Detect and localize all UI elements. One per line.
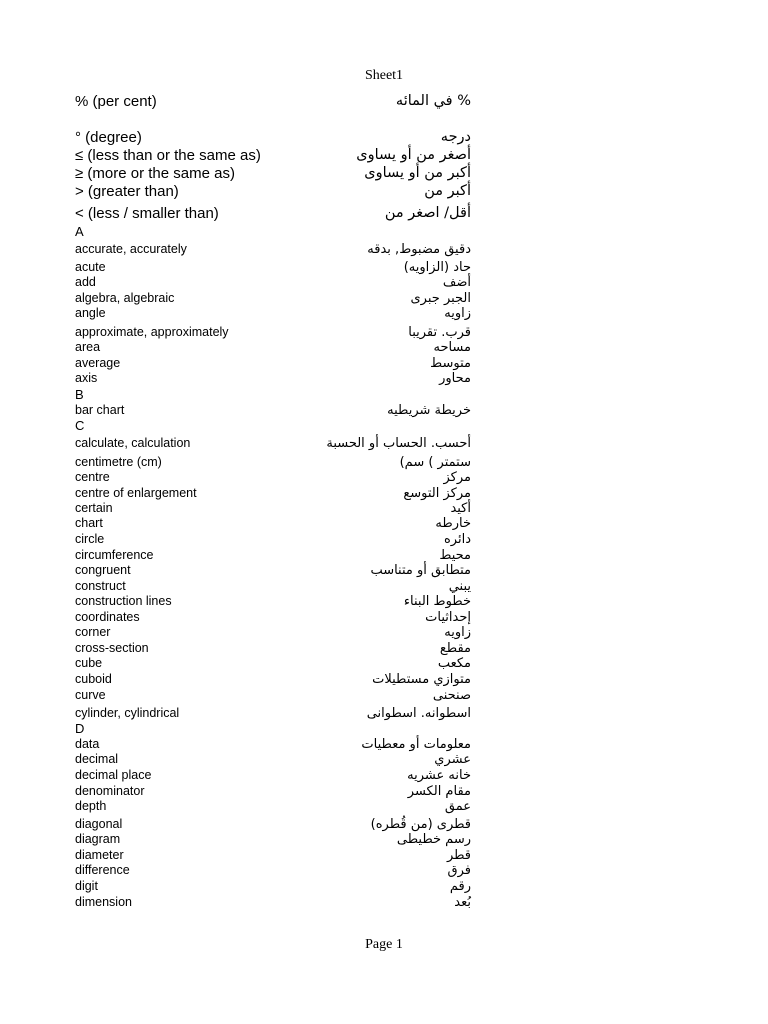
- arabic-term: دقيق مضبوط, بدقه: [367, 242, 471, 257]
- section-letter: A: [75, 224, 84, 239]
- english-term: centre: [75, 470, 110, 484]
- english-term: dimension: [75, 895, 132, 909]
- arabic-term: مساحه: [433, 340, 471, 355]
- arabic-term: عشري: [434, 752, 471, 767]
- english-term: diagram: [75, 832, 121, 846]
- english-term: chart: [75, 516, 103, 530]
- sheet-header: Sheet1: [364, 68, 404, 83]
- english-term: centre of enlargement: [75, 486, 197, 500]
- arabic-term: أقل/ اصغر من: [384, 205, 471, 221]
- english-term: average: [75, 356, 121, 370]
- english-term: cuboid: [75, 672, 112, 686]
- page-footer: Page 1: [365, 937, 403, 952]
- english-term: coordinates: [75, 610, 140, 624]
- arabic-term: أكيد: [450, 501, 471, 516]
- english-term: construction lines: [75, 594, 172, 608]
- arabic-term: مركز: [443, 470, 471, 485]
- arabic-term: يبني: [448, 579, 471, 594]
- arabic-term: أحسب. الحساب أو الحسبة: [326, 436, 471, 451]
- english-term: circumference: [75, 548, 154, 562]
- arabic-term: أكبر من: [424, 183, 471, 199]
- arabic-term: متوازي مستطيلات: [372, 672, 471, 687]
- english-term: angle: [75, 306, 106, 320]
- english-term: data: [75, 737, 100, 751]
- arabic-term: % في المائه: [395, 93, 471, 109]
- arabic-term: محيط: [439, 548, 471, 563]
- section-letter: D: [75, 721, 85, 736]
- english-term: > (greater than): [75, 183, 179, 200]
- english-term: algebra, algebraic: [75, 291, 175, 305]
- english-term: congruent: [75, 563, 131, 577]
- arabic-term: زاويه: [444, 306, 471, 321]
- arabic-term: الجبر جبرى: [410, 291, 471, 306]
- arabic-term: محاور: [439, 371, 471, 386]
- arabic-term: خطوط البناء: [403, 594, 471, 609]
- english-term: acute: [75, 260, 106, 274]
- english-term: accurate, accurately: [75, 242, 187, 256]
- arabic-term: مقطع: [439, 641, 471, 656]
- arabic-term: صنحنى: [432, 688, 471, 703]
- english-term: approximate, approximately: [75, 325, 229, 339]
- section-letter: C: [75, 418, 85, 433]
- english-term: cross-section: [75, 641, 149, 655]
- arabic-term: عمق: [444, 799, 471, 814]
- arabic-term: حاد (الزاويه): [403, 260, 471, 275]
- english-term: area: [75, 340, 101, 354]
- arabic-term: دائره: [443, 532, 471, 547]
- arabic-term: أضف: [442, 275, 471, 290]
- arabic-term: مركز التوسع: [403, 486, 471, 501]
- english-term: diameter: [75, 848, 124, 862]
- english-term: certain: [75, 501, 113, 515]
- arabic-term: خانه عشريه: [407, 768, 471, 783]
- arabic-term: بُعد: [454, 895, 471, 910]
- english-term: add: [75, 275, 96, 289]
- arabic-term: قطرى (من قُطره): [370, 817, 471, 832]
- english-term: depth: [75, 799, 107, 813]
- arabic-term: أكبر من أو يساوى: [364, 165, 471, 181]
- english-term: bar chart: [75, 403, 125, 417]
- arabic-term: درجه: [440, 129, 471, 145]
- arabic-term: رسم خطيطى: [396, 832, 471, 847]
- english-term: digit: [75, 879, 98, 893]
- arabic-term: مقام الكسر: [407, 784, 471, 799]
- english-term: decimal: [75, 752, 119, 766]
- english-term: cylinder, cylindrical: [75, 706, 180, 720]
- english-term: ≥ (more or the same as): [75, 165, 235, 182]
- arabic-term: أصغر من أو يساوى: [356, 147, 471, 163]
- english-term: ° (degree): [75, 129, 142, 146]
- arabic-term: متوسط: [430, 356, 471, 371]
- arabic-term: زاويه: [444, 625, 471, 640]
- arabic-term: خارطه: [435, 516, 471, 531]
- arabic-term: اسطوانه. اسطوانى: [366, 706, 471, 721]
- english-term: curve: [75, 688, 106, 702]
- arabic-term: إحداثيات: [425, 610, 471, 625]
- english-term: calculate, calculation: [75, 436, 191, 450]
- arabic-term: مكعب: [437, 656, 471, 671]
- section-letter: B: [75, 387, 84, 402]
- arabic-term: معلومات أو معطيات: [361, 737, 471, 752]
- english-term: denominator: [75, 784, 145, 798]
- english-term: % (per cent): [75, 93, 157, 110]
- english-term: ≤ (less than or the same as): [75, 147, 261, 164]
- arabic-term: قطر: [446, 848, 471, 863]
- english-term: diagonal: [75, 817, 123, 831]
- english-term: < (less / smaller than): [75, 205, 219, 222]
- arabic-term: قرب. تقريبا: [408, 325, 471, 340]
- english-term: construct: [75, 579, 126, 593]
- arabic-term: متطابق أو متناسب: [370, 563, 471, 578]
- arabic-term: ستمتر ) سم): [399, 455, 471, 470]
- arabic-term: فرق: [447, 863, 471, 878]
- english-term: difference: [75, 863, 130, 877]
- english-term: cube: [75, 656, 103, 670]
- english-term: centimetre (cm): [75, 455, 162, 469]
- arabic-term: رقم: [449, 879, 471, 894]
- english-term: decimal place: [75, 768, 152, 782]
- arabic-term: خريطة شريطيه: [387, 403, 471, 418]
- english-term: axis: [75, 371, 98, 385]
- english-term: corner: [75, 625, 111, 639]
- english-term: circle: [75, 532, 105, 546]
